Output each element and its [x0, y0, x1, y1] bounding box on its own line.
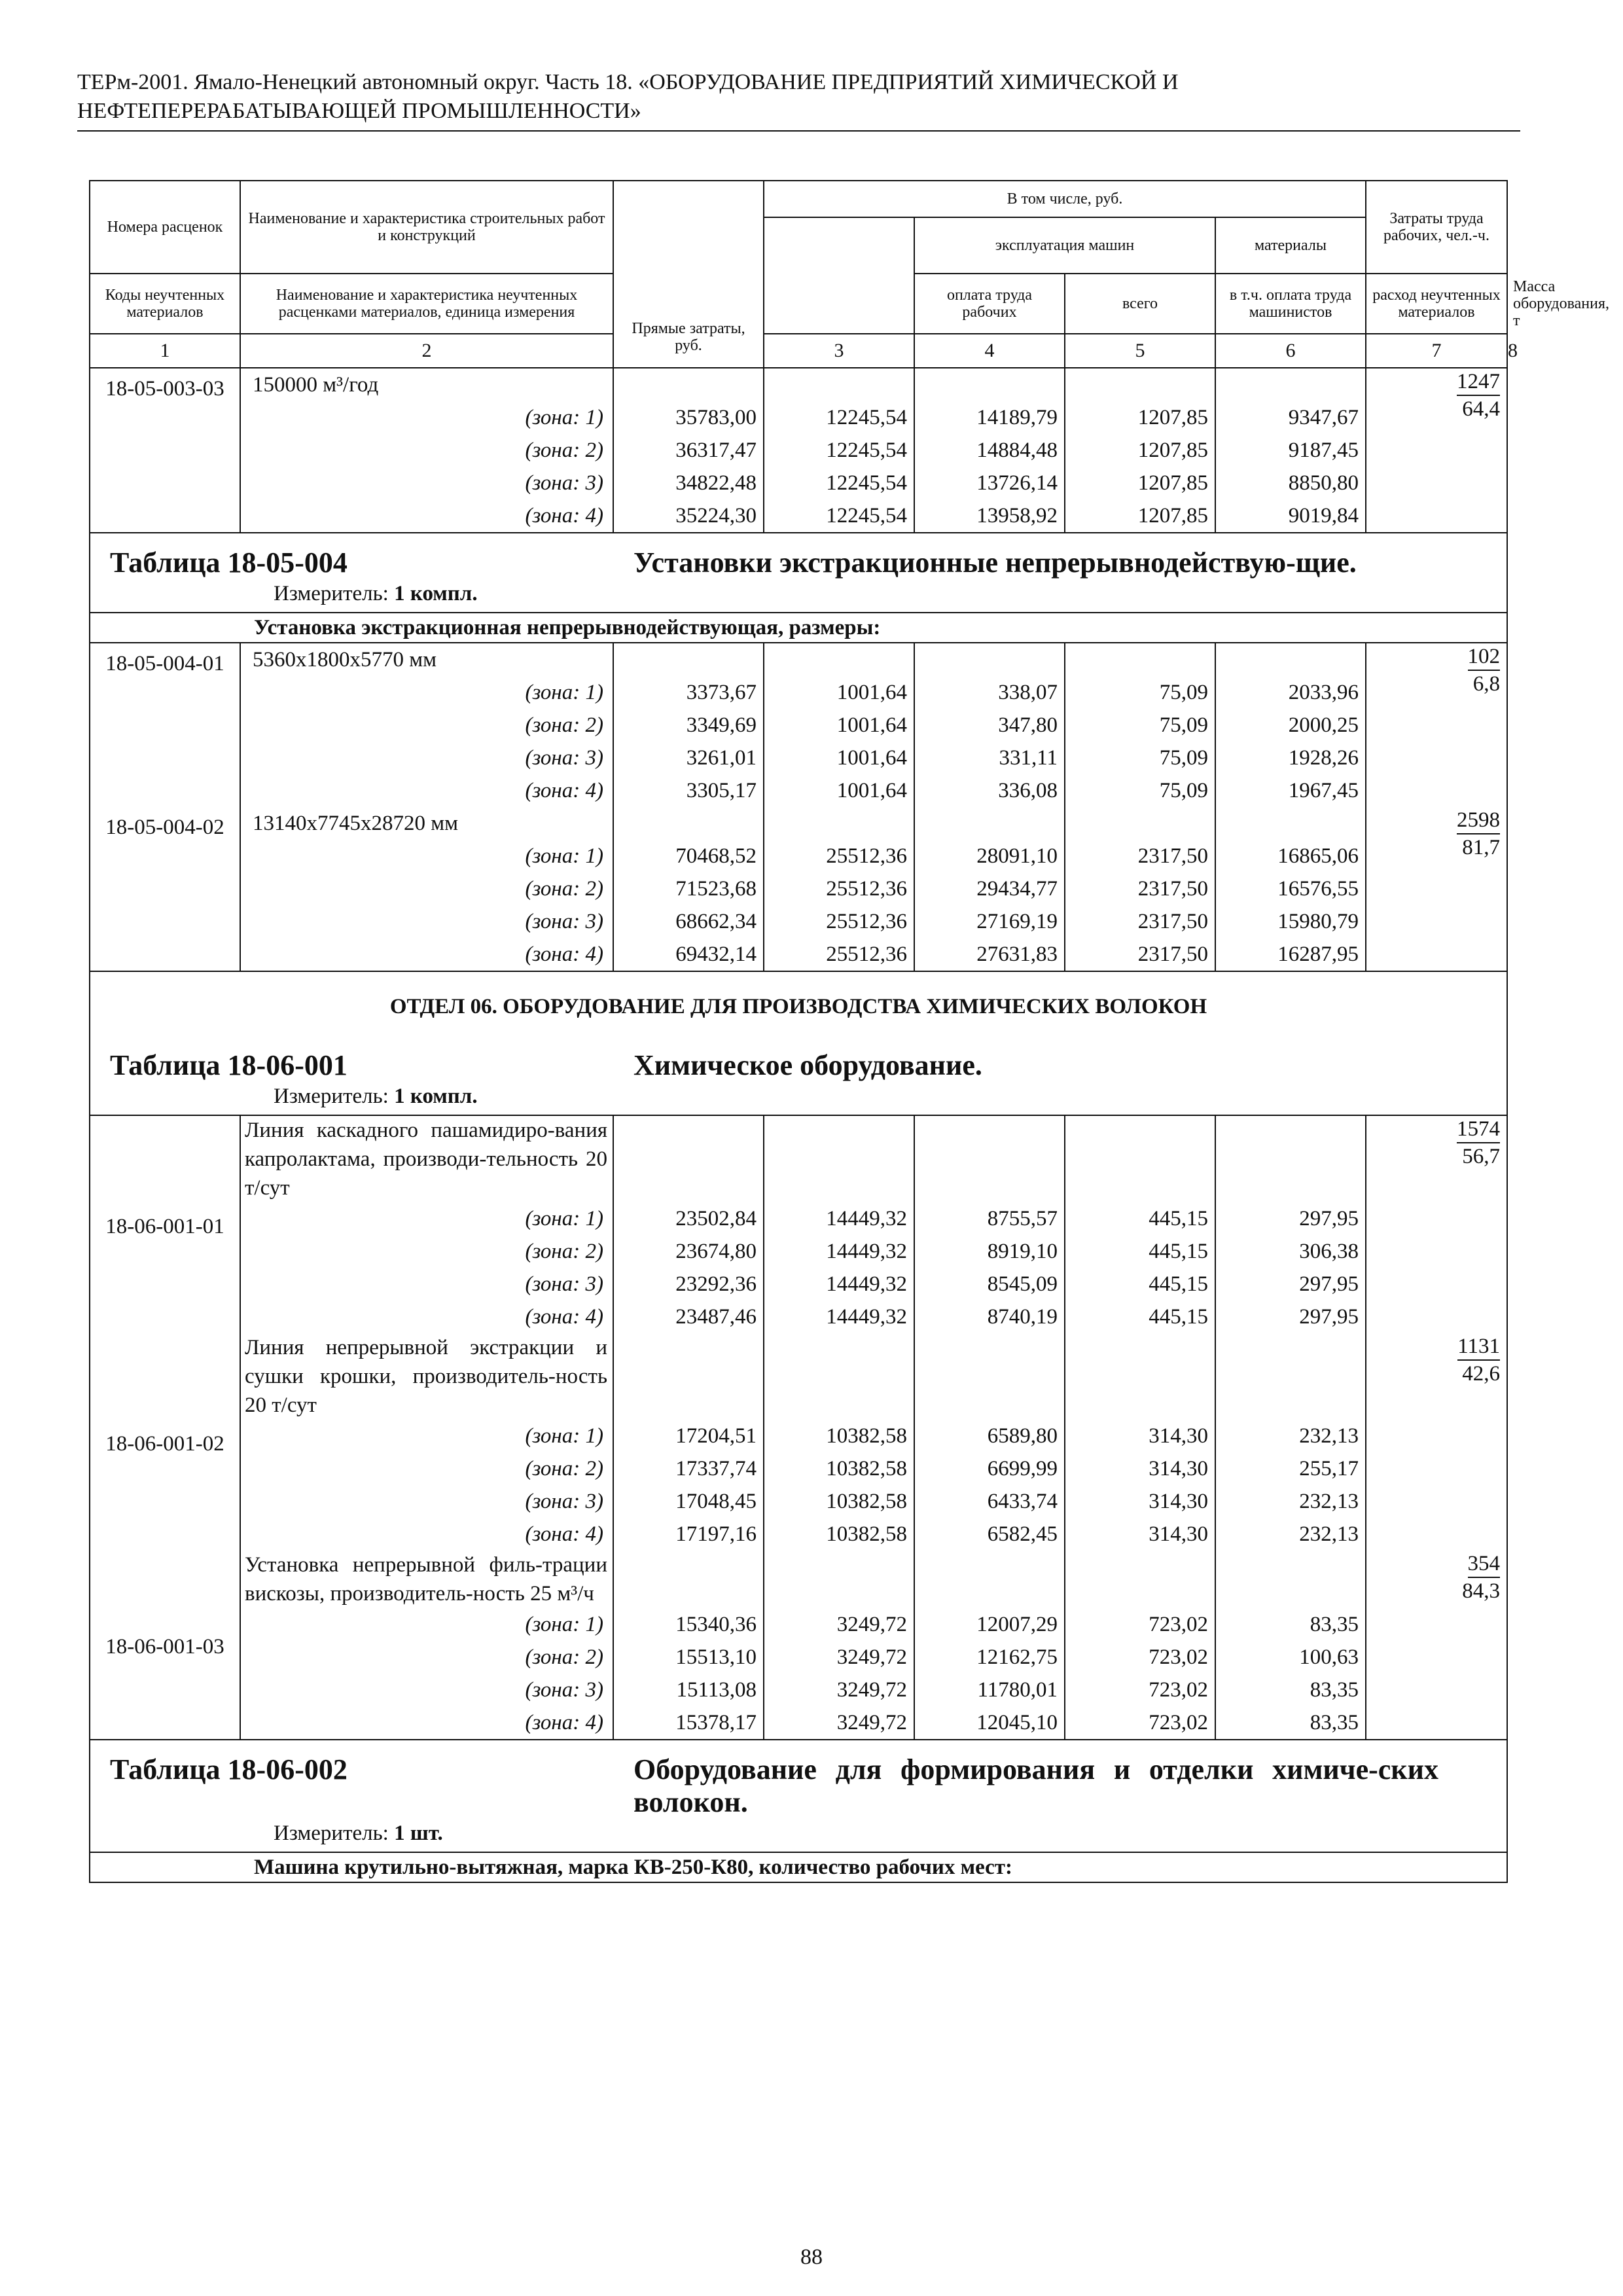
table-name: Установки экстракционные непрерывнодействую-щие. [633, 547, 1357, 579]
measure-value: 1 шт. [394, 1821, 443, 1845]
zone-label: (зона: 4) [240, 1706, 613, 1740]
price-table: Номера расценок Наименование и характеристика строительных работ и конструкций Прямые затраты, руб. В том числе, руб. Затраты труда рабочих, чел.-ч. эксплуатация машин материалы Коды неучтенных материалов Наименование и характеристика неучтенных расценками материалов, единица измерения оплата труда рабочих всего в т.ч. оплата труда машинистов расход неучтенных материалов Масса оборудования, т 1 2 3 4 5 6 7 8 18-05-003-03 150000 м³/год 1247 64,4 (зона: 1) 35783,00 12245,54 14189,79 1207,85 9347,67 (зона: 2) 36317,47 12245,54 14884,48 1207,85 9187,45 (зона: 3) 34822,48 12245,54 13726,14 1207,85 8850,80 (зона: 4) 35224,30 12245,54 13958,92 1207,85 9019,84 Таблица 18-05-004 Установки экстракционные непрерывнодействую-щие. Измеритель: 1 компл. Установка экстракционная непрерывнодействующая, размеры: 18-05-004-01 5360x1800x5770 мм 102 6,8 (зона: 1) 3373,67 1001,64 338,07 75,09 2033,96 (зона: 2) 3349,69 1001,64 347,80 75,09 2000,25 (зона: 3) 3261,01 1001,64 331,11 75,09 1928,26 (зона: 4) 3305,17 1001,64 336,08 75,09 1967,45 18-05-004-02 13140x7745x28720 мм 2598 81,7 (зона: 1) 70468,52 25512,36 28091,10 2317,50 16865,06 (зона: 2) 71523,68 25512,36 29434,77 2317,50 16576,55 (зона: 3) 68662,34 25512,36 27169,19 2317,50 15980,79 (зона: 4) 69432,14 25512,36 27631,83 2317,50 16287,95 ОТДЕЛ 06. ОБОРУДОВАНИЕ ДЛЯ ПРОИЗВОДСТВА ХИМИЧЕСКИХ ВОЛОКОН Таблица 18-06-001 Химическое оборудование. Измеритель: 1 компл. 18-06-001-01 Линия каскадного пашамидиро-вания капролактама, производи-тельность 20 т/сут 1574 56,7 (зона: 1) 23502,84 14449,32 8755,57 445,15 297,95 (зона: 2) 23674,80 14449,32 8919,10 445,15 306,38 (зона: 3) 23292,36 14449,32 8545,09 445,15 297,95 (зона: 4) 23487,46 14449,32 8740,19 445,15 297,95 18-06-001-02 Линия непрерывной экстракции и сушки крошки, производитель-ность 20 т/сут 1131 42,6 (зона: 1) 17204,51 10382,58 6589,80 314,30 232,13 (зона: 2) 17337,74 10382,58 6699,99 314,30 255,17 (зона: 3) 17048,45 10382,58 6433,74 314,30 232,13 (зона: 4) 17197,16 10382,58 6582,45 314,30 232,13 18-06-001-03 Установка непрерывной филь-трации вискозы, производитель-ность 25 м³/ч 354 84,3 (зона: 1) 15340,36 3249,72 12007,29 723,02 83,35 (зона: 2) 15513,10 3249,72 12162,75 723,02 100,63 (зона: 3) 15113,08 3249,72 11780,01 723,02 83,35 (зона: 4) 15378,17 3249,72 12045,10 723,02 83,35 Таблица 18-06-002 Оборудование для формирования и отделки химиче-ских волокон. Измеритель: 1 шт. Машина крутильно-вытяжная, марка КВ-250-К80, количество рабочих мест: [89, 180, 1508, 1883]
cost-value: 8850,80 [1215, 467, 1366, 499]
table-number: Таблица 18-06-002 [110, 1753, 348, 1785]
measure-label: Измеритель: [274, 1085, 389, 1108]
cost-value: 10382,58 [764, 1518, 914, 1551]
labor-value: 354 [1468, 1551, 1501, 1578]
cost-value: 1967,45 [1215, 774, 1366, 807]
cost-value: 12245,54 [764, 401, 914, 434]
labor-value: 1574 [1457, 1116, 1500, 1143]
measure-label: Измеритель: [274, 1821, 389, 1845]
zone-row [90, 742, 1507, 774]
cost-value: 3305,17 [613, 774, 764, 807]
zone-label: (зона: 1) [240, 676, 613, 709]
zone-row [90, 840, 1507, 872]
labor-mass-cell [1366, 1551, 1507, 1740]
rate-item-header-row [90, 1115, 1507, 1202]
rate-code: 18-05-004-01 [90, 643, 240, 807]
empty-cell [1065, 1333, 1215, 1420]
cost-value: 2317,50 [1065, 840, 1215, 872]
column-number: 5 [1065, 334, 1215, 368]
col-header-direct-costs: Прямые затраты, руб. [613, 181, 764, 368]
cost-value: 8919,10 [914, 1235, 1065, 1268]
zone-label: (зона: 4) [240, 1300, 613, 1333]
zone-label: (зона: 4) [240, 1518, 613, 1551]
cost-value: 23674,80 [613, 1235, 764, 1268]
labor-mass-cell [1366, 643, 1507, 807]
cost-value: 83,35 [1215, 1608, 1366, 1641]
col-header-codes: Номера расценок [90, 181, 240, 274]
rate-name: Линия каскадного пашамидиро-вания капролактама, производи-тельность 20 т/сут [240, 1115, 613, 1202]
rate-item-header-row [90, 1551, 1507, 1608]
cost-value: 13726,14 [914, 467, 1065, 499]
rate-code: 18-05-003-03 [90, 368, 240, 533]
cost-value: 14449,32 [764, 1202, 914, 1235]
cost-value: 14884,48 [914, 434, 1065, 467]
cost-value: 1207,85 [1065, 499, 1215, 533]
cost-value: 1207,85 [1065, 434, 1215, 467]
empty-cell [914, 643, 1065, 676]
empty-cell [1215, 643, 1366, 676]
cost-value: 3373,67 [613, 676, 764, 709]
measure [110, 1082, 1487, 1111]
empty-cell [613, 643, 764, 676]
cost-value: 17204,51 [613, 1420, 764, 1452]
zone-row [90, 1608, 1507, 1641]
zone-row [90, 774, 1507, 807]
zone-label: (зона: 1) [240, 401, 613, 434]
cost-value: 13958,92 [914, 499, 1065, 533]
cost-value: 2000,25 [1215, 709, 1366, 742]
measure [110, 579, 1487, 608]
empty-cell [764, 807, 914, 840]
col-header-machinist-wages: в т.ч. оплата труда машинистов [1215, 274, 1366, 334]
column-number: 2 [240, 334, 613, 368]
cost-value: 68662,34 [613, 905, 764, 938]
cost-value: 6582,45 [914, 1518, 1065, 1551]
empty-cell [764, 1333, 914, 1420]
cost-value: 297,95 [1215, 1202, 1366, 1235]
running-header-line-1: ТЕРм-2001. Ямало-Ненецкий автономный округ. Часть 18. «ОБОРУДОВАНИЕ ПРЕДПРИЯТИЙ ХИМИЧЕСКОЙ И [77, 70, 1179, 94]
labor-mass-cell [1366, 368, 1507, 533]
empty-cell [1065, 1115, 1215, 1202]
rate-item-header-row [90, 807, 1507, 840]
empty-cell [914, 368, 1065, 401]
cost-value: 2317,50 [1065, 938, 1215, 971]
cost-value: 723,02 [1065, 1706, 1215, 1740]
zone-label: (зона: 4) [240, 499, 613, 533]
table-title-cell [90, 1740, 1507, 1852]
cost-value: 2033,96 [1215, 676, 1366, 709]
cost-value: 15340,36 [613, 1608, 764, 1641]
cost-value: 14449,32 [764, 1268, 914, 1300]
empty-cell [764, 1551, 914, 1608]
cost-value: 1001,64 [764, 774, 914, 807]
table-title-cell [90, 1036, 1507, 1115]
cost-value: 35783,00 [613, 401, 764, 434]
empty-cell [613, 807, 764, 840]
subheading-row [90, 613, 1507, 643]
mass-value: 84,3 [1462, 1579, 1500, 1603]
zone-row [90, 1452, 1507, 1485]
cost-value: 100,63 [1215, 1641, 1366, 1674]
cost-value: 6589,80 [914, 1420, 1065, 1452]
zone-label: (зона: 3) [240, 1674, 613, 1706]
labor-value: 1131 [1457, 1333, 1500, 1361]
column-number: 4 [914, 334, 1065, 368]
zone-row [90, 1202, 1507, 1235]
rate-code: 18-05-004-02 [90, 807, 240, 971]
cost-value: 83,35 [1215, 1674, 1366, 1706]
col-header-group: В том числе, руб. [764, 181, 1366, 217]
cost-value: 27631,83 [914, 938, 1065, 971]
cost-value: 12245,54 [764, 467, 914, 499]
page-number: 88 [800, 2245, 823, 2269]
cost-value: 23292,36 [613, 1268, 764, 1300]
zone-row [90, 1485, 1507, 1518]
column-numbers-row: 1 2 3 4 5 6 7 8 [90, 334, 1507, 368]
cost-value: 69432,14 [613, 938, 764, 971]
mass-value: 42,6 [1462, 1362, 1500, 1386]
empty-cell [764, 368, 914, 401]
zone-row [90, 676, 1507, 709]
empty-cell [914, 1115, 1065, 1202]
column-number: 3 [764, 334, 914, 368]
rate-name: 13140x7745x28720 мм [240, 807, 613, 840]
department-row [90, 971, 1507, 1036]
running-header [77, 68, 1517, 126]
cost-value: 29434,77 [914, 872, 1065, 905]
table-number: Таблица 18-05-004 [110, 547, 348, 579]
labor-mass-cell [1366, 807, 1507, 971]
cost-value: 255,17 [1215, 1452, 1366, 1485]
zone-row [90, 1706, 1507, 1740]
cost-value: 445,15 [1065, 1268, 1215, 1300]
column-number: 1 [90, 334, 240, 368]
zone-row [90, 434, 1507, 467]
cost-value: 2317,50 [1065, 905, 1215, 938]
zone-label: (зона: 4) [240, 938, 613, 971]
column-number: 6 [1215, 334, 1366, 368]
cost-value: 306,38 [1215, 1235, 1366, 1268]
rate-name: Установка непрерывной филь-трации вискозы, производитель-ность 25 м³/ч [240, 1551, 613, 1608]
cost-value: 27169,19 [914, 905, 1065, 938]
col-header-material-name: Наименование и характеристика неучтенных расценками материалов, единица измерения [240, 274, 613, 334]
cost-value: 9019,84 [1215, 499, 1366, 533]
col-header-labor: Затраты труда рабочих, чел.-ч. [1366, 181, 1507, 274]
zone-label: (зона: 1) [240, 1202, 613, 1235]
cost-value: 70468,52 [613, 840, 764, 872]
labor-mass-cell [1366, 1115, 1507, 1333]
mass-value: 56,7 [1462, 1145, 1500, 1168]
cost-value: 723,02 [1065, 1674, 1215, 1706]
cost-value: 10382,58 [764, 1420, 914, 1452]
cost-value: 314,30 [1065, 1452, 1215, 1485]
rate-name: Линия непрерывной экстракции и сушки крошки, производитель-ность 20 т/сут [240, 1333, 613, 1420]
cost-value: 71523,68 [613, 872, 764, 905]
measure [110, 1819, 1487, 1848]
col-header-machines: эксплуатация машин [914, 217, 1215, 274]
cost-value: 25512,36 [764, 840, 914, 872]
table-name: Оборудование для формирования и отделки химиче-ских волокон. [633, 1753, 1438, 1818]
cost-value: 1207,85 [1065, 467, 1215, 499]
rate-code: 18-06-001-03 [90, 1551, 240, 1740]
cost-value: 8755,57 [914, 1202, 1065, 1235]
cost-value: 25512,36 [764, 872, 914, 905]
cost-value: 232,13 [1215, 1485, 1366, 1518]
empty-cell [764, 1115, 914, 1202]
cost-value: 12045,10 [914, 1706, 1065, 1740]
cost-value: 75,09 [1065, 676, 1215, 709]
cost-value: 3249,72 [764, 1674, 914, 1706]
zone-row [90, 1235, 1507, 1268]
cost-value: 17197,16 [613, 1518, 764, 1551]
cost-value: 12162,75 [914, 1641, 1065, 1674]
cost-value: 445,15 [1065, 1235, 1215, 1268]
cost-value: 1001,64 [764, 676, 914, 709]
measure-value: 1 компл. [394, 1085, 478, 1108]
rate-name: 150000 м³/год [240, 368, 613, 401]
empty-cell [1215, 1115, 1366, 1202]
cost-value: 336,08 [914, 774, 1065, 807]
empty-cell [1065, 1551, 1215, 1608]
empty-cell [1065, 643, 1215, 676]
cost-value: 3249,72 [764, 1706, 914, 1740]
col-header-wages: оплата труда рабочих [914, 274, 1065, 334]
subheading: Машина крутильно-вытяжная, марка КВ-250-К80, количество рабочих мест: [90, 1852, 1507, 1882]
col-header-machines-total: всего [1065, 274, 1215, 334]
table-title-cell [90, 533, 1507, 613]
subheading-row [90, 1852, 1507, 1882]
zone-label: (зона: 3) [240, 1485, 613, 1518]
col-header-name: Наименование и характеристика строительных работ и конструкций [240, 181, 613, 274]
zone-label: (зона: 2) [240, 1641, 613, 1674]
zone-label: (зона: 2) [240, 872, 613, 905]
cost-value: 232,13 [1215, 1518, 1366, 1551]
empty-cell [613, 368, 764, 401]
cost-value: 445,15 [1065, 1202, 1215, 1235]
cost-value: 8740,19 [914, 1300, 1065, 1333]
cost-value: 314,30 [1065, 1485, 1215, 1518]
labor-value: 2598 [1457, 807, 1500, 834]
cost-value: 347,80 [914, 709, 1065, 742]
zone-label: (зона: 3) [240, 1268, 613, 1300]
header-rule [77, 130, 1520, 132]
cost-value: 12245,54 [764, 434, 914, 467]
mass-value: 6,8 [1472, 672, 1500, 696]
empty-cell [613, 1333, 764, 1420]
zone-label: (зона: 2) [240, 1235, 613, 1268]
empty-cell [613, 1551, 764, 1608]
cost-value: 232,13 [1215, 1420, 1366, 1452]
empty-cell [613, 1115, 764, 1202]
zone-label: (зона: 3) [240, 742, 613, 774]
table-title-row [90, 1036, 1507, 1115]
cost-value: 3249,72 [764, 1608, 914, 1641]
cost-value: 723,02 [1065, 1608, 1215, 1641]
cost-value: 338,07 [914, 676, 1065, 709]
column-number: 7 [1366, 334, 1507, 368]
zone-row [90, 1300, 1507, 1333]
cost-value: 16287,95 [1215, 938, 1366, 971]
zone-row [90, 938, 1507, 971]
cost-value: 3249,72 [764, 1641, 914, 1674]
cost-value: 75,09 [1065, 709, 1215, 742]
cost-value: 34822,48 [613, 467, 764, 499]
cost-value: 16576,55 [1215, 872, 1366, 905]
col-header-materials: материалы [1215, 217, 1366, 274]
cost-value: 25512,36 [764, 905, 914, 938]
empty-cell [1215, 807, 1366, 840]
table-number: Таблица 18-06-001 [110, 1049, 348, 1081]
zone-row [90, 1268, 1507, 1300]
zone-label: (зона: 1) [240, 1420, 613, 1452]
table-title-row [90, 533, 1507, 613]
labor-value: 1247 [1457, 368, 1500, 396]
cost-value: 14189,79 [914, 401, 1065, 434]
cost-value: 35224,30 [613, 499, 764, 533]
cost-value: 3261,01 [613, 742, 764, 774]
cost-value: 2317,50 [1065, 872, 1215, 905]
col-header-material-usage: расход неучтенных материалов [1366, 274, 1507, 334]
zone-row [90, 905, 1507, 938]
cost-value: 314,30 [1065, 1518, 1215, 1551]
cost-value: 1207,85 [1065, 401, 1215, 434]
labor-value: 102 [1468, 643, 1501, 671]
cost-value: 297,95 [1215, 1268, 1366, 1300]
cost-value: 17048,45 [613, 1485, 764, 1518]
cost-value: 8545,09 [914, 1268, 1065, 1300]
table-name: Химическое оборудование. [633, 1049, 982, 1081]
zone-label: (зона: 1) [240, 840, 613, 872]
empty-cell [1065, 807, 1215, 840]
cost-value: 445,15 [1065, 1300, 1215, 1333]
cost-value: 10382,58 [764, 1452, 914, 1485]
cost-value: 15980,79 [1215, 905, 1366, 938]
zone-label: (зона: 2) [240, 709, 613, 742]
col-header-spacer [764, 217, 914, 334]
cost-value: 14449,32 [764, 1235, 914, 1268]
subheading: Установка экстракционная непрерывнодействующая, размеры: [90, 613, 1507, 643]
zone-row [90, 872, 1507, 905]
empty-cell [764, 643, 914, 676]
cost-value: 23502,84 [613, 1202, 764, 1235]
cost-value: 28091,10 [914, 840, 1065, 872]
empty-cell [1215, 1333, 1366, 1420]
cost-value: 83,35 [1215, 1706, 1366, 1740]
cost-value: 16865,06 [1215, 840, 1366, 872]
zone-row [90, 1420, 1507, 1452]
zone-label: (зона: 3) [240, 467, 613, 499]
empty-cell [1215, 1551, 1366, 1608]
running-header-line-2: НЕФТЕПЕРЕРАБАТЫВАЮЩЕЙ ПРОМЫШЛЕННОСТИ» [77, 99, 641, 123]
cost-value: 1001,64 [764, 709, 914, 742]
labor-mass-cell [1366, 1333, 1507, 1551]
rate-item-header-row [90, 643, 1507, 676]
cost-value: 331,11 [914, 742, 1065, 774]
cost-value: 1001,64 [764, 742, 914, 774]
zone-label: (зона: 4) [240, 774, 613, 807]
rate-item-header-row [90, 1333, 1507, 1420]
rate-code: 18-06-001-02 [90, 1333, 240, 1551]
table-title-row [90, 1740, 1507, 1852]
cost-value: 23487,46 [613, 1300, 764, 1333]
zone-label: (зона: 3) [240, 905, 613, 938]
zone-row [90, 499, 1507, 533]
cost-value: 12245,54 [764, 499, 914, 533]
zone-label: (зона: 2) [240, 434, 613, 467]
cost-value: 75,09 [1065, 774, 1215, 807]
department-title: ОТДЕЛ 06. ОБОРУДОВАНИЕ ДЛЯ ПРОИЗВОДСТВА ХИМИЧЕСКИХ ВОЛОКОН [90, 971, 1507, 1036]
cost-value: 25512,36 [764, 938, 914, 971]
mass-value: 64,4 [1462, 397, 1500, 421]
zone-row [90, 1674, 1507, 1706]
cost-value: 36317,47 [613, 434, 764, 467]
empty-cell [1065, 368, 1215, 401]
cost-value: 9347,67 [1215, 401, 1366, 434]
zone-row [90, 1641, 1507, 1674]
empty-cell [914, 807, 1065, 840]
cost-value: 15513,10 [613, 1641, 764, 1674]
empty-cell [914, 1333, 1065, 1420]
zone-row [90, 467, 1507, 499]
cost-value: 15113,08 [613, 1674, 764, 1706]
col-header-material-codes: Коды неучтенных материалов [90, 274, 240, 334]
mass-value: 81,7 [1462, 836, 1500, 859]
cost-value: 10382,58 [764, 1485, 914, 1518]
cost-value: 297,95 [1215, 1300, 1366, 1333]
zone-row [90, 709, 1507, 742]
cost-value: 15378,17 [613, 1706, 764, 1740]
cost-value: 17337,74 [613, 1452, 764, 1485]
rate-item-header-row [90, 368, 1507, 401]
cost-value: 723,02 [1065, 1641, 1215, 1674]
zone-row [90, 1518, 1507, 1551]
cost-value: 6433,74 [914, 1485, 1065, 1518]
measure-label: Измеритель: [274, 582, 389, 605]
zone-label: (зона: 2) [240, 1452, 613, 1485]
cost-value: 314,30 [1065, 1420, 1215, 1452]
rate-name: 5360x1800x5770 мм [240, 643, 613, 676]
zone-row [90, 401, 1507, 434]
rate-code: 18-06-001-01 [90, 1115, 240, 1333]
cost-value: 1928,26 [1215, 742, 1366, 774]
cost-value: 12007,29 [914, 1608, 1065, 1641]
measure-value: 1 компл. [394, 582, 478, 605]
cost-value: 11780,01 [914, 1674, 1065, 1706]
cost-value: 3349,69 [613, 709, 764, 742]
zone-label: (зона: 1) [240, 1608, 613, 1641]
empty-cell [914, 1551, 1065, 1608]
cost-value: 75,09 [1065, 742, 1215, 774]
empty-cell [1215, 368, 1366, 401]
cost-value: 9187,45 [1215, 434, 1366, 467]
cost-value: 6699,99 [914, 1452, 1065, 1485]
cost-value: 14449,32 [764, 1300, 914, 1333]
